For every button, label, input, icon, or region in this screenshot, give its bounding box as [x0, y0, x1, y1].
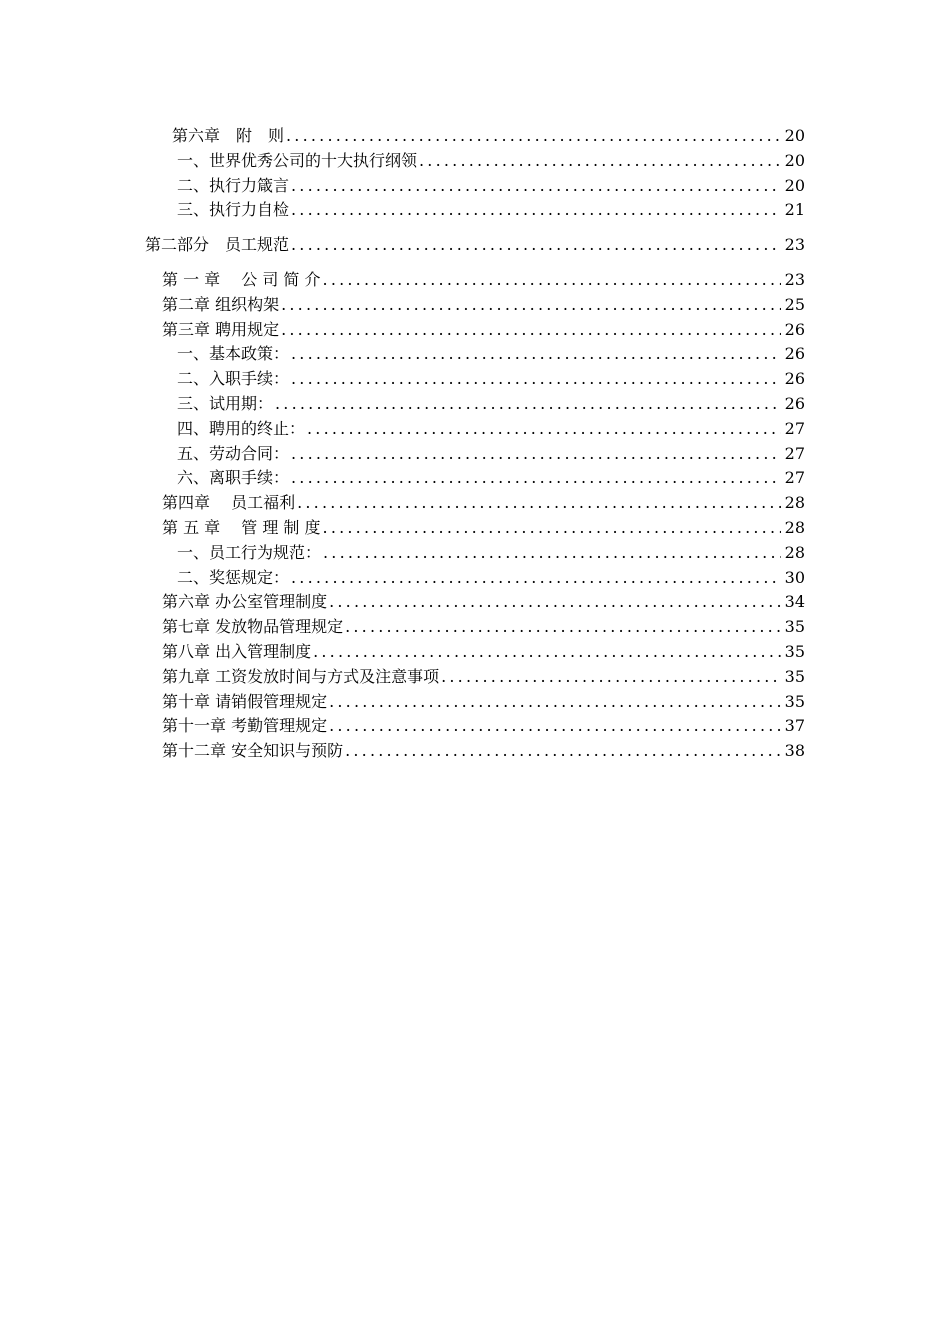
toc-entry-title: 三、执行力自检 — [177, 200, 290, 220]
table-of-contents — [0, 124, 950, 764]
toc-entry-part — [0, 233, 950, 258]
toc-entry-page: 20 — [784, 126, 805, 145]
toc-entry — [0, 516, 950, 541]
toc-entry — [0, 417, 950, 442]
toc-leader-dots — [275, 392, 781, 417]
toc-leader-dots — [345, 615, 781, 640]
toc-entry-page: 30 — [784, 567, 805, 587]
toc-leader-dots — [419, 149, 781, 174]
toc-entry-page: 28 — [784, 517, 805, 537]
toc-entry-page: 35 — [784, 691, 805, 711]
toc-entry-title: 第十一章 考勤管理规定 — [162, 716, 328, 736]
toc-leader-dots — [329, 714, 781, 739]
toc-entry-page: 26 — [784, 319, 805, 339]
toc-leader-dots — [291, 367, 781, 392]
toc-entry-title: 六、离职手续： — [177, 468, 290, 488]
toc-entry — [0, 392, 950, 417]
toc-leader-dots — [281, 318, 781, 343]
toc-entry-title: 第三章 聘用规定 — [162, 319, 280, 339]
toc-leader-dots — [291, 342, 781, 367]
toc-entry — [0, 714, 950, 739]
toc-entry — [0, 318, 950, 343]
toc-entry-title: 第八章 出入管理制度 — [162, 641, 312, 661]
toc-entry-page: 35 — [784, 641, 805, 661]
toc-entry-page: 21 — [784, 200, 805, 220]
toc-entry-title: 第十章 请销假管理规定 — [162, 691, 328, 711]
toc-entry — [0, 541, 950, 566]
toc-leader-dots — [286, 124, 781, 149]
toc-entry-page: 26 — [784, 393, 805, 413]
toc-entry — [0, 739, 950, 764]
toc-entry-page: 27 — [784, 468, 805, 488]
toc-entry-title: 第 一 章 公 司 简 介 — [162, 269, 321, 289]
toc-leader-dots — [313, 640, 781, 665]
toc-entry-title: 三、试用期： — [177, 393, 274, 413]
toc-leader-dots — [323, 541, 781, 566]
toc-entry — [0, 690, 950, 715]
toc-entry-title: 一、基本政策： — [177, 344, 290, 364]
toc-entry — [0, 590, 950, 615]
toc-entry-page: 37 — [784, 716, 805, 736]
toc-leader-dots — [291, 233, 781, 258]
toc-entry — [0, 491, 950, 516]
toc-entry-page: 35 — [784, 617, 805, 637]
toc-entry-page: 28 — [784, 542, 805, 562]
toc-entry-title: 第四章 员工福利 — [162, 493, 296, 513]
toc-leader-dots — [441, 665, 781, 690]
toc-entry — [0, 466, 950, 491]
toc-entry-title: 第七章 发放物品管理规定 — [162, 617, 344, 637]
toc-entry-title: 五、劳动合同： — [177, 443, 290, 463]
toc-entry-page: 23 — [784, 269, 805, 289]
toc-leader-dots — [323, 268, 781, 293]
toc-entry-title: 第二部分 员工规范 — [145, 235, 290, 255]
toc-leader-dots — [329, 690, 781, 715]
toc-leader-dots — [291, 442, 781, 467]
toc-entry — [0, 174, 950, 199]
toc-entry-page: 23 — [784, 235, 805, 255]
toc-entry-title: 第二章 组织构架 — [162, 294, 280, 314]
toc-entry — [0, 342, 950, 367]
toc-leader-dots — [291, 174, 781, 199]
toc-leader-dots — [307, 417, 781, 442]
toc-entry-title: 第 五 章 管 理 制 度 — [162, 517, 321, 537]
toc-leader-dots — [297, 491, 781, 516]
toc-entry-title: 第九章 工资发放时间与方式及注意事项 — [162, 666, 440, 686]
toc-entry-title: 一、世界优秀公司的十大执行纲领 — [177, 150, 418, 170]
toc-entry — [0, 124, 950, 149]
toc-entry-page: 20 — [784, 150, 805, 170]
toc-entry — [0, 640, 950, 665]
toc-entry — [0, 665, 950, 690]
toc-leader-dots — [281, 293, 781, 318]
toc-entry-page: 28 — [784, 493, 805, 513]
toc-leader-dots — [291, 198, 781, 223]
toc-entry-title: 二、入职手续： — [177, 369, 290, 389]
toc-entry-title: 第十二章 安全知识与预防 — [162, 741, 344, 761]
toc-entry-title: 第六章 附 则 — [172, 126, 285, 145]
toc-entry — [0, 615, 950, 640]
toc-entry-title: 第六章 办公室管理制度 — [162, 592, 328, 612]
toc-leader-dots — [291, 466, 781, 491]
toc-entry — [0, 198, 950, 223]
toc-entry-title: 二、奖惩规定： — [177, 567, 290, 587]
toc-leader-dots — [291, 566, 781, 591]
toc-entry-title: 二、执行力箴言 — [177, 175, 290, 195]
toc-entry-page: 25 — [784, 294, 805, 314]
toc-leader-dots — [345, 739, 781, 764]
toc-entry-page: 20 — [784, 175, 805, 195]
toc-entry-page: 34 — [784, 592, 805, 612]
toc-entry-page: 35 — [784, 666, 805, 686]
toc-entry — [0, 367, 950, 392]
toc-entry — [0, 566, 950, 591]
toc-entry — [0, 268, 950, 293]
toc-entry-page: 26 — [784, 344, 805, 364]
toc-entry-page: 27 — [784, 443, 805, 463]
toc-entry — [0, 442, 950, 467]
toc-entry-title: 一、员工行为规范： — [177, 542, 322, 562]
toc-entry — [0, 293, 950, 318]
toc-entry-page: 38 — [784, 741, 805, 761]
toc-entry-page: 26 — [784, 369, 805, 389]
toc-leader-dots — [329, 590, 781, 615]
toc-entry — [0, 149, 950, 174]
toc-entry-page: 27 — [784, 418, 805, 438]
toc-entry-title: 四、聘用的终止： — [177, 418, 306, 438]
toc-leader-dots — [323, 516, 781, 541]
